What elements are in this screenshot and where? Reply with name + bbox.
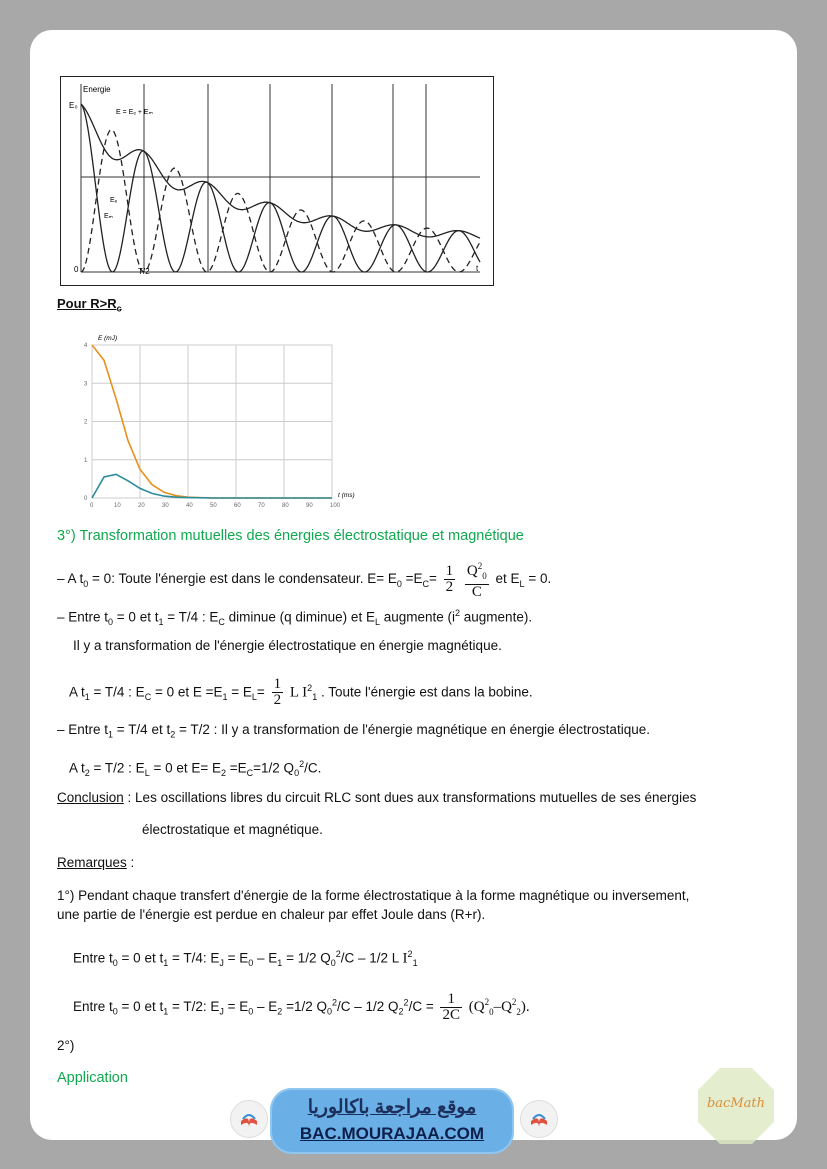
application-heading: Application <box>57 1070 128 1086</box>
m-curve-label: Eₘ <box>104 213 114 220</box>
banner-url[interactable]: BAC.MOURAJAA.COM <box>299 1124 485 1143</box>
x-tick-label: 80 <box>282 503 289 509</box>
x-tick-label: 20 <box>138 503 145 509</box>
y-tick-label: 0 <box>84 496 88 502</box>
y-tick-label: 4 <box>84 343 88 349</box>
origin-label: 0 <box>74 265 79 274</box>
half-period-label: T/2 <box>138 267 150 276</box>
conclusion-line: Conclusion : Les oscillations libres du circuit RLC sont dues aux transformations mutuelles de ses énergies <box>57 790 697 805</box>
remarks-heading: Remarques : <box>57 855 135 870</box>
line-t1-t2: – Entre $t_1 = T/4$ et $t_2 = T/2$ : Il y a transformation de l'énergie magnétique en énergie électrostatique. <box>57 722 650 740</box>
e-curve-label: Eₑ <box>110 197 118 204</box>
line-t1: A $t_1 = T/4$ : $E_C = 0$ et $E =E_1 = E_L=$ $\frac{1}{2}$ L $I^2_1$ . Toute l'énergie est dans la bobine. <box>69 676 533 709</box>
remark-1-line-1: 1°) Pendant chaque transfert d'énergie de la forme électrostatique à la forme magnétique ou inversement, <box>57 888 690 903</box>
energy-time-chart <box>80 330 370 510</box>
y-axis-label: E (mJ) <box>98 335 118 342</box>
x-tick-label: 60 <box>234 503 241 509</box>
item-2: 2°) <box>57 1038 75 1053</box>
line-transformation-1: Il y a transformation de l'énergie électrostatique en énergie magnétique. <box>73 638 502 653</box>
conclusion-line-2: électrostatique et magnétique. <box>142 822 323 837</box>
joule-equation-2: Entre $t_0 = 0$ et $t_1 = T/2$: $E_J = E_0 - E_2 =1/2$ $Q_0^2/C - 1/2$ $Q_2^2/C$ = $\frac{1}{2C}$ $(Q^2_0-Q^2_2)$. <box>73 990 530 1023</box>
joule-equation-1: Entre $t_0 = 0$ et $t_1 = T/4$: $E_J = E_0 - E_1 = 1/2$ $Q_0^2/C - 1/2$ L $I^2_1$ <box>73 949 418 969</box>
site-banner[interactable] <box>270 1088 514 1154</box>
x-tick-label: 90 <box>306 503 313 509</box>
energy-figure <box>60 76 494 286</box>
bacmath-logo: bacMath <box>696 1066 776 1146</box>
remark-1-line-2: une partie de l'énergie est perdue en chaleur par effet Joule dans (R+r). <box>57 907 486 922</box>
x-tick-label: 30 <box>162 503 169 509</box>
x-tick-label: 0 <box>90 503 94 509</box>
line-t0-t1: – Entre $t_0 = 0$ et $t_1 = T/4$ : $E_C$ diminue (q diminue) et $E_L$ augmente ($i^2$ augmente). <box>57 608 533 628</box>
case-label: Pour $R>R_c$ <box>57 296 122 314</box>
x-tick-label: 10 <box>114 503 121 509</box>
x-tick-label: 100 <box>330 503 341 509</box>
right-book-logo <box>520 1100 558 1138</box>
e0-label: E₀ <box>69 101 78 110</box>
x-axis-label: t (ms) <box>338 492 355 499</box>
x-tick-label: 50 <box>210 503 217 509</box>
banner-arabic: موقع مراجعة باكالوريا <box>307 1097 477 1118</box>
y-tick-label: 1 <box>84 457 88 464</box>
total-curve-label: E = Eₑ + Eₘ <box>116 109 153 116</box>
energy-axis-label: Energie <box>83 85 111 94</box>
y-tick-label: 3 <box>84 381 88 388</box>
series-teal-line <box>92 474 332 498</box>
line-t2: A $t_2 = T/2$ : $E_L = 0$ et $E= E_2 =E_C=1/2$ $Q_0^2/C$. <box>69 759 322 779</box>
time-axis-label: t <box>476 264 479 273</box>
section-heading: 3°) Transformation mutuelles des énergies électrostatique et magnétique <box>57 528 524 544</box>
x-tick-label: 40 <box>186 503 193 509</box>
line-t0: – A $t_0 = 0$: Toute l'énergie est dans le condensateur. $E= E_0 =E_C=$ $\frac{1}{2}$ $\frac{Q^2_0}{C}$ et $E_L = 0$. <box>57 561 552 600</box>
x-tick-label: 70 <box>258 503 265 509</box>
y-tick-label: 2 <box>84 419 88 426</box>
left-book-logo <box>230 1100 268 1138</box>
